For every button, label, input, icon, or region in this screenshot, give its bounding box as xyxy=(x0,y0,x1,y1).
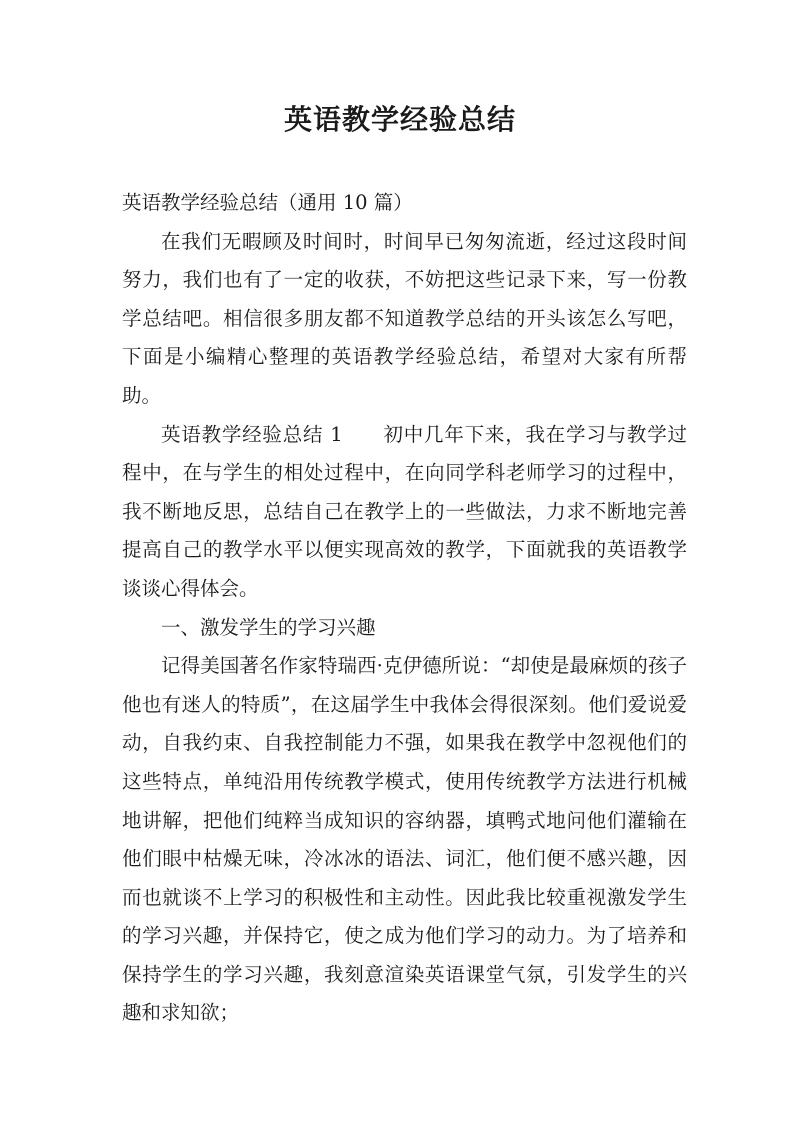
section-1-paragraph xyxy=(122,416,687,609)
section-1-heading: 英语教学经验总结 1 xyxy=(161,422,343,446)
intro-paragraph: 在我们无暇顾及时间时，时间早已匆匆流逝，经过这段时间努力，我们也有了一定的收获，不妨把这些记录下来，写一份教学总结吧。相信很多朋友都不知道教学总结的开头该怎么写吧，下面是小编精心整理的英语教学经验总结，希望对大家有所帮助。 xyxy=(122,229,687,407)
document-title: 英语教学经验总结 xyxy=(283,103,516,136)
document-body xyxy=(122,184,687,1033)
subheading-interest: 一、激发学生的学习兴趣 xyxy=(161,615,376,639)
interest-paragraph: 记得美国著名作家特瑞西·克伊德所说：“却使是最麻烦的孩子他也有迷人的特质”，在这届学生中我体会得很深刻。他们爱说爱动，自我约束、自我控制能力不强，如果我在教学中忽视他们的这些特点，单纯沿用传统教学模式，使用传统教学方法进行机械地讲解，把他们纯粹当成知识的容纳器，填鸭式地问他们灌输在他们眼中枯燥无味，冷冰冰的语法、词汇，他们便不感兴趣，因而也就谈不上学习的积极性和主动性。因此我比较重视激发学生的学习兴趣，并保持它，使之成为他们学习的动力。为了培养和保持学生的学习兴趣，我刻意渲染英语课堂气氛，引发学生的兴趣和求知欲； xyxy=(122,654,687,1025)
subtitle-paragraph: 英语教学经验总结（通用 10 篇） xyxy=(122,191,413,214)
section-1-text: 初中几年下来，我在学习与教学过程中，在与学生的相处过程中，在向同学科老师学习的过程中，我不断地反思，总结自己在教学上的一些做法，力求不断地完善提高自己的教学水平以便实现高效的教学，下面就我的英语教学谈谈心得体会。 xyxy=(122,422,687,600)
